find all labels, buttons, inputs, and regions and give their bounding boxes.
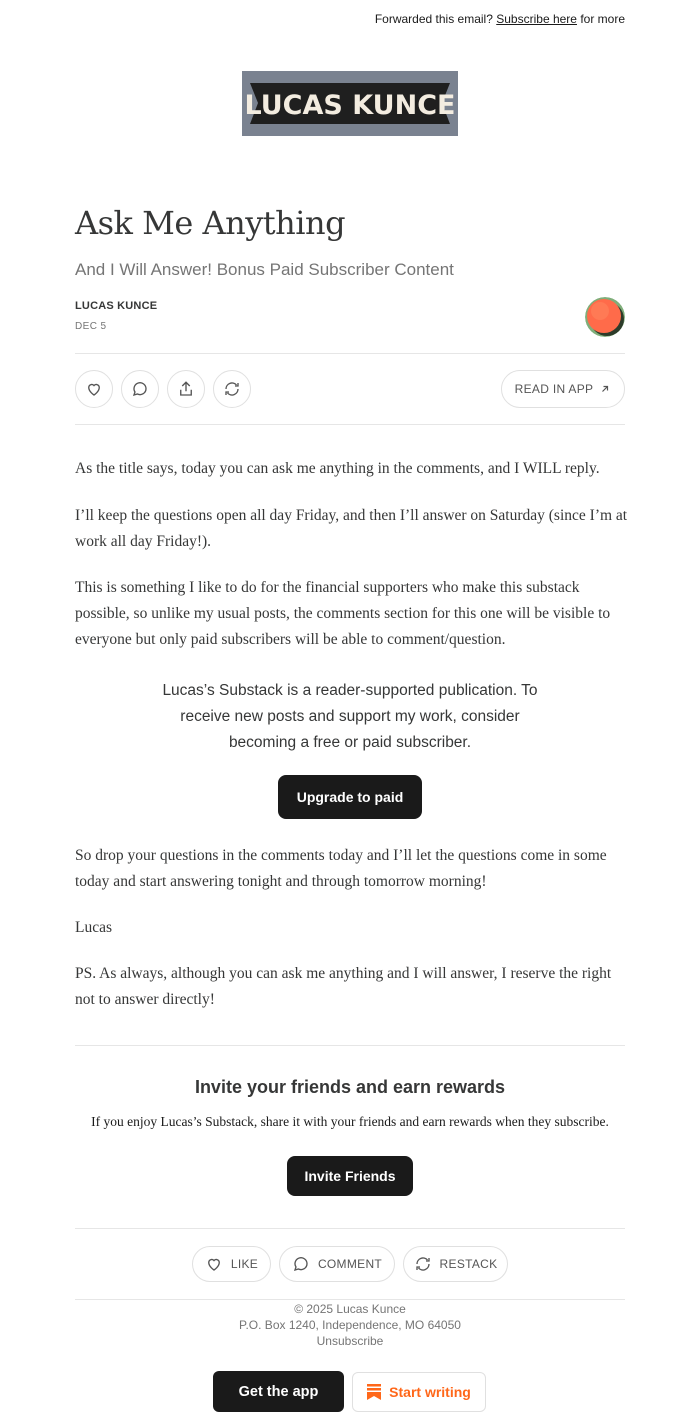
divider — [75, 353, 625, 354]
footer-address: P.O. Box 1240, Independence, MO 64050 — [239, 1318, 461, 1332]
divider — [75, 1045, 625, 1046]
like-pill-button[interactable] — [192, 1246, 271, 1282]
body-paragraph: As the title says, today you can ask me anything in the comments, and I WILL reply. — [75, 460, 600, 477]
post-title[interactable]: Ask Me Anything — [75, 204, 346, 242]
comment-icon — [131, 380, 149, 398]
forwarded-text: Forwarded this email? — [374, 12, 493, 26]
unsubscribe-link[interactable]: Unsubscribe — [316, 1334, 384, 1348]
restack-label: RESTACK — [439, 1257, 498, 1271]
restack-pill-button[interactable] — [403, 1246, 508, 1282]
body-paragraph: PS. As always, although you can ask me anything and I will answer, I reserve the right not to answer directly! — [75, 965, 612, 1008]
body-paragraph: This is something I like to do for the financial supporters who make this substack possible, so unlike my usual posts, the comments section for this one will be visible to everyone but only paid subscribers will be able to comment/question. — [75, 579, 611, 648]
restack-icon — [223, 380, 241, 398]
post-date: DEC 5 — [75, 321, 107, 332]
divider — [75, 424, 625, 425]
publication-logo[interactable] — [242, 71, 458, 136]
share-icon — [177, 380, 195, 398]
read-in-app-button[interactable] — [501, 370, 625, 408]
like-label: LIKE — [230, 1257, 259, 1271]
heart-icon — [205, 1255, 223, 1273]
comment-icon — [292, 1255, 310, 1273]
invite-title: Invite your friends and earn rewards — [194, 1077, 506, 1097]
logo-text: LUCAS KUNCE — [244, 90, 456, 121]
invite-subtitle: If you enjoy Lucas’s Substack, share it with your friends and earn rewards when they subscribe. — [91, 1114, 609, 1129]
substack-bookmark-icon — [367, 1384, 381, 1400]
invite-friends-button[interactable]: Invite Friends — [287, 1156, 413, 1196]
arrow-up-right-icon — [599, 383, 611, 395]
restack-icon — [414, 1255, 432, 1273]
subscribe-link[interactable]: Subscribe here — [496, 12, 577, 26]
comment-pill-button[interactable] — [279, 1246, 395, 1282]
read-in-app-label: READ IN APP — [514, 382, 594, 396]
start-writing-button[interactable] — [352, 1372, 486, 1412]
heart-icon — [85, 380, 103, 398]
forwarded-line — [375, 12, 625, 26]
author-avatar[interactable] — [585, 297, 625, 337]
like-button[interactable] — [75, 370, 113, 408]
body-paragraph: So drop your questions in the comments today and I’ll let the questions come in some today and start answering tonight and through tomorrow morning! — [75, 847, 607, 890]
comment-label: COMMENT — [317, 1257, 383, 1271]
post-author[interactable]: LUCAS KUNCE — [75, 300, 158, 312]
share-button[interactable] — [167, 370, 205, 408]
divider — [75, 1228, 625, 1229]
for-more-text: for more — [580, 12, 625, 26]
body-paragraph: I’ll keep the questions open all day Friday, and then I’ll answer on Saturday (since I’m at work all day Friday!). — [75, 507, 628, 550]
upgrade-to-paid-button[interactable]: Upgrade to paid — [278, 775, 422, 819]
restack-button[interactable] — [213, 370, 251, 408]
footer-copyright: © 2025 Lucas Kunce — [294, 1302, 406, 1316]
subscribe-cta-text: Lucas’s Substack is a reader-supported publication. To receive new posts and support my work, consider becoming a free or paid subscriber. — [162, 682, 538, 751]
body-paragraph: Lucas — [75, 919, 113, 936]
start-writing-label: Start writing — [389, 1384, 471, 1400]
divider — [75, 1299, 625, 1300]
post-subtitle: And I Will Answer! Bonus Paid Subscriber Content — [75, 260, 454, 279]
comment-button[interactable] — [121, 370, 159, 408]
get-the-app-button[interactable]: Get the app — [213, 1371, 344, 1412]
